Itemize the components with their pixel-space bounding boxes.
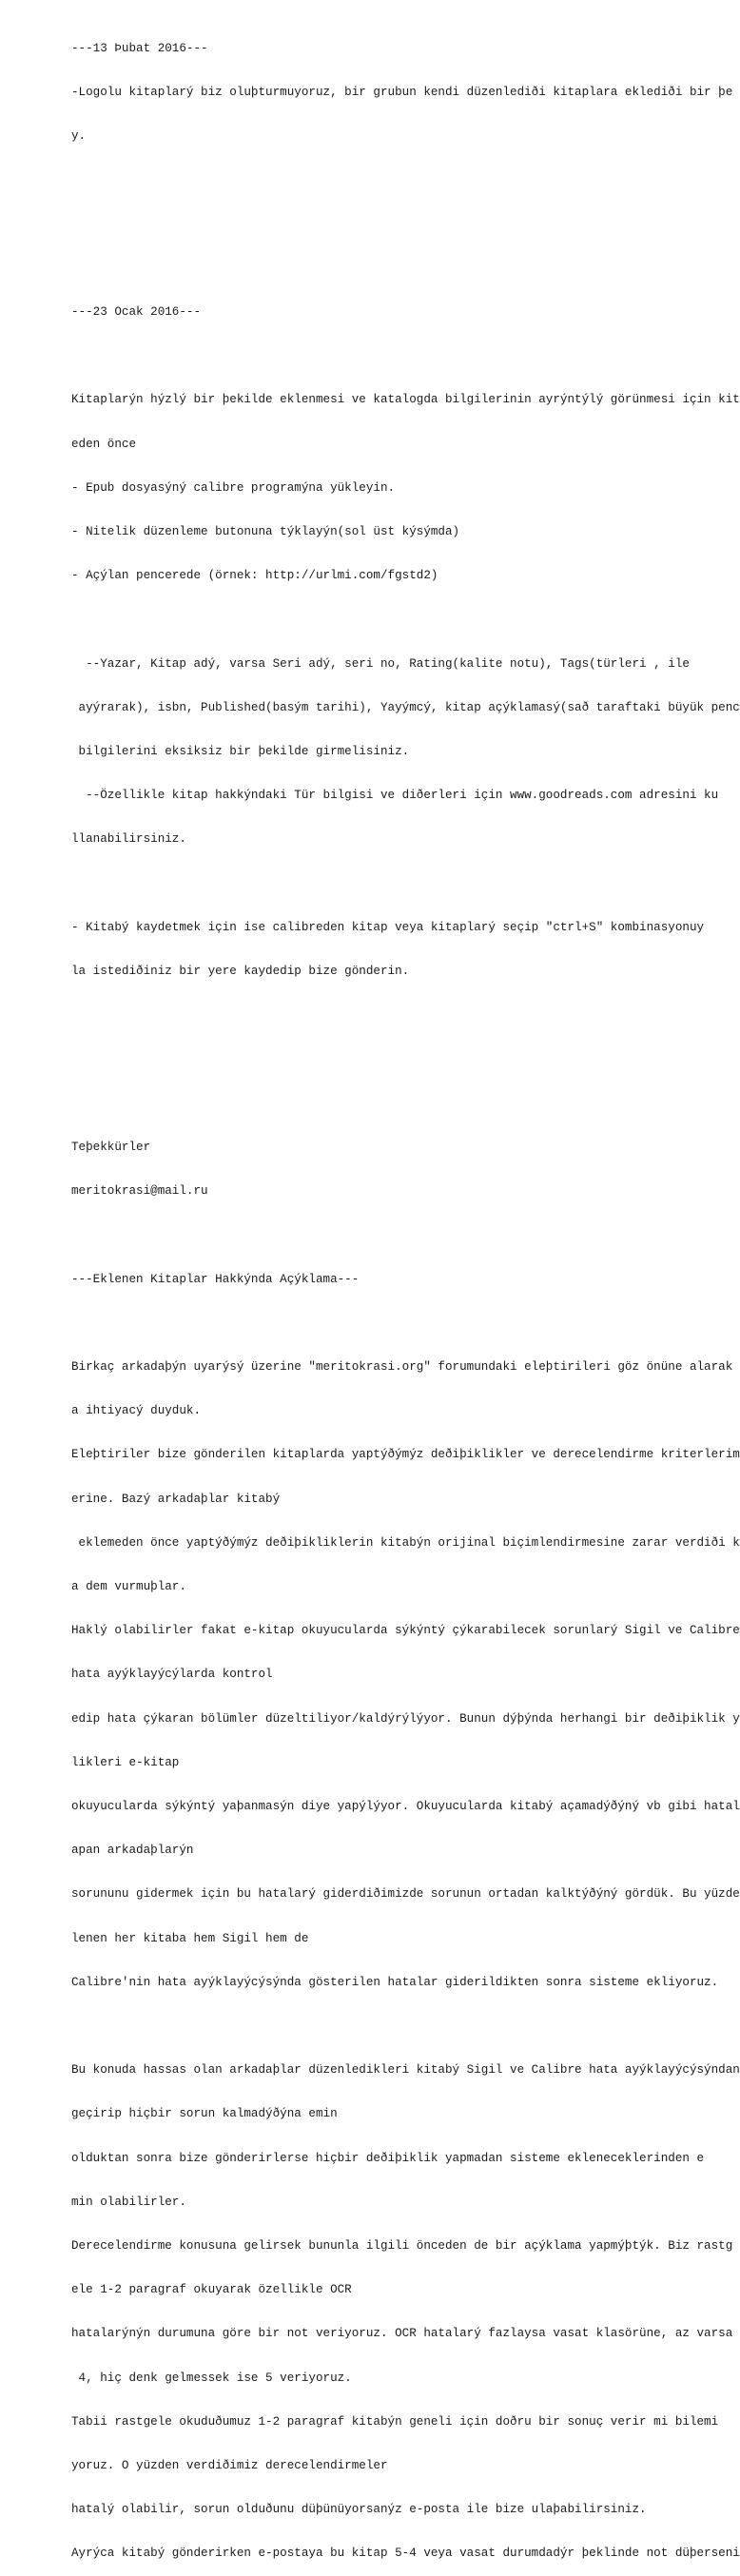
text-line: Calibre'nin hata ayýklayýcýsýnda gösterilen hatalar giderildikten sonra sisteme ekliyoruz.: [71, 1975, 719, 1989]
text-line: erine. Bazý arkadaþlar kitabý: [71, 1492, 281, 1506]
text-line: [71, 1052, 730, 1066]
text-line: 4, hiç denk gelmessek ise 5 veriyoruz.: [71, 2371, 352, 2385]
text-line: [71, 877, 730, 891]
text-line: --Yazar, Kitap adý, varsa Seri adý, seri no, Rating(kalite notu), Tags(türleri , ile: [71, 656, 690, 671]
text-line: [71, 1097, 730, 1111]
text-line: [71, 1008, 730, 1023]
text-line: Ayrýca kitabý gönderirken e-postaya bu kitap 5-4 veya vasat durumdadýr þeklinde not düþerseni: [71, 2547, 740, 2561]
text-line: lenen her kitaba hem Sigil hem de: [71, 1931, 309, 1945]
text-line: edip hata çýkaran bölümler düzeltiliyor/kaldýrýlýyor. Bunun dýþýnda herhangi bir deðiþiklik y: [71, 1711, 740, 1726]
text-line: [71, 349, 730, 363]
text-line: yoruz. O yüzden verdiðimiz derecelendirmeler: [71, 2458, 388, 2472]
text-line: sorununu gidermek için bu hatalarý giderdiðimizde sorunun ortadan kalktýðýný gördük. Bu yüzde: [71, 1887, 740, 1902]
text-line: - Kitabý kaydetmek için ise calibreden kitap veya kitaplarý seçip "ctrl+S" kombinasyonuy: [71, 920, 705, 934]
text-line: okuyucularda sýkýntý yaþanmasýn diye yapýlýyor. Okuyucularda kitabý açamadýðýný vb gibi hatal: [71, 1799, 740, 1813]
text-line: apan arkadaþlarýn: [71, 1844, 194, 1858]
text-line: ayýrarak), isbn, Published(basým tarihi), Yayýmcý, kitap açýklamasý(sað taraftaki büyük penc: [71, 700, 740, 714]
text-line: ---13 Þubat 2016---: [71, 41, 208, 55]
text-line: Derecelendirme konusuna gelirsek bununla ilgili önceden de bir açýklama yapmýþtýk. Biz rastg: [71, 2238, 733, 2253]
text-line: Eleþtiriler bize gönderilen kitaplarda yaptýðýmýz deðiþiklikler ve derecelendirme kriterlerim: [71, 1448, 740, 1462]
text-line: ---Eklenen Kitaplar Hakkýnda Açýklama---: [71, 1272, 360, 1286]
text-line: [71, 173, 730, 187]
text-line: eden önce: [71, 437, 137, 451]
text-line: la istediðiniz bir yere kaydedip bize gönderin.: [71, 965, 410, 979]
text-line: [71, 262, 730, 276]
text-line: Birkaç arkadaþýn uyarýsý üzerine "meritokrasi.org" forumundaki eleþtirileri göz önüne alarak: [71, 1359, 733, 1374]
text-line: Bu konuda hassas olan arkadaþlar düzenledikleri kitabý Sigil ve Calibre hata ayýklayýcýsýndan: [71, 2063, 740, 2078]
text-line: - Nitelik düzenleme butonuna týklayýn(sol üst kýsýmda): [71, 525, 460, 539]
text-line: y.: [71, 129, 87, 144]
text-line: hatalý olabilir, sorun olduðunu düþünüyorsanýz e-posta ile bize ulaþabilirsiniz.: [71, 2503, 647, 2517]
text-line: meritokrasi@mail.ru: [71, 1184, 208, 1199]
text-line: llanabilirsiniz.: [71, 832, 186, 847]
text-line: Haklý olabilirler fakat e-kitap okuyucularda sýkýntý çýkarabilecek sorunlarý Sigil ve Calibre: [71, 1624, 740, 1638]
text-line: [71, 2020, 730, 2034]
text-line: eklemeden önce yaptýðýmýz deðiþikliklerin kitabýn orijinal biçimlendirmesine zarar verdiði k: [71, 1535, 740, 1550]
text-line: ele 1-2 paragraf okuyarak özellikle OCR: [71, 2283, 352, 2297]
text-line: bilgilerini eksiksiz bir þekilde girmelisiniz.: [71, 745, 410, 759]
text-line: olduktan sonra bize gönderirlerse hiçbir deðiþiklik yapmadan sisteme ekleneceklerinden e: [71, 2151, 705, 2165]
text-line: [71, 1317, 730, 1331]
text-line: [71, 613, 730, 627]
text-line: --Özellikle kitap hakkýndaki Tür bilgisi ve diðerleri için www.goodreads.com adresini ku: [71, 789, 719, 803]
text-line: - Açýlan pencerede (örnek: http://urlmi.com/fgstd2): [71, 569, 438, 583]
text-line: geçirip hiçbir sorun kalmadýðýna emin: [71, 2107, 338, 2121]
text-line: Tabii rastgele okuduðumuz 1-2 paragraf kitabýn geneli için doðru bir sonuç verir mi bilemi: [71, 2414, 719, 2429]
text-line: a ihtiyacý duyduk.: [71, 1404, 202, 1418]
text-line: hata ayýklayýcýlarda kontrol: [71, 1668, 273, 1682]
text-line: Kitaplarýn hýzlý bir þekilde eklenmesi ve katalogda bilgilerinin ayrýntýlý görünmesi için kit: [71, 393, 740, 407]
text-line: - Epub dosyasýný calibre programýna yükleyin.: [71, 480, 396, 495]
text-line: -Logolu kitaplarý biz oluþturmuyoruz, bir grubun kendi düzenlediði kitaplara eklediði bir þe: [71, 86, 733, 100]
text-line: [71, 1228, 730, 1242]
text-line: [71, 218, 730, 232]
text-line: ---23 Ocak 2016---: [71, 305, 202, 320]
text-line: Teþekkürler: [71, 1140, 151, 1154]
text-line: likleri e-kitap: [71, 1755, 180, 1769]
document-body: [71, 12, 740, 2576]
text-line: min olabilirler.: [71, 2195, 186, 2209]
text-line: hatalarýnýn durumuna göre bir not veriyoruz. OCR hatalarý fazlaysa vasat klasörüne, az varsa: [71, 2327, 733, 2341]
text-line: a dem vurmuþlar.: [71, 1579, 186, 1593]
